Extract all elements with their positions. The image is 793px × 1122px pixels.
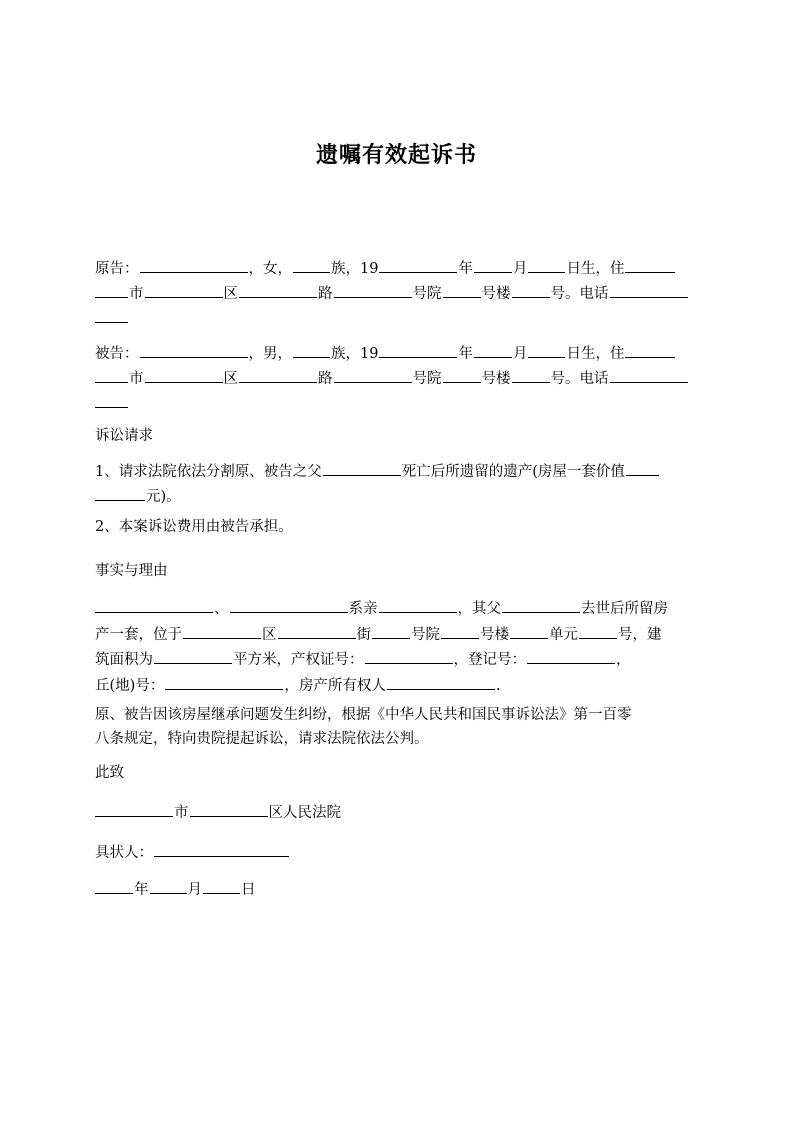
blank-field: [512, 366, 550, 383]
blank-field: [626, 459, 659, 476]
plaintiff-info: [95, 256, 715, 331]
text-segment: 号。电话: [550, 371, 609, 387]
blank-field: [95, 281, 128, 298]
blank-field: [95, 391, 128, 408]
text-segment: 号楼: [481, 371, 511, 387]
blank-field: [527, 647, 615, 664]
blank-field: [474, 341, 512, 358]
court-line: [95, 800, 715, 825]
text-segment: 日: [241, 882, 256, 898]
blank-field: [323, 459, 401, 476]
signer-line: [95, 840, 715, 865]
text-segment: ，登记号：: [453, 652, 526, 668]
text-segment: 号院: [411, 626, 440, 643]
text-segment: 单元: [549, 626, 578, 643]
text-segment: 号院: [412, 286, 442, 302]
claims-heading: 诉讼请求: [95, 428, 153, 444]
text-segment: 、: [214, 601, 229, 617]
text-segment: 丘(地)号：: [95, 677, 165, 694]
text-segment: 路: [318, 371, 333, 387]
blank-field: [379, 256, 457, 273]
text-segment: 市: [174, 805, 189, 821]
blank-field: [145, 366, 223, 383]
date-line: [95, 877, 715, 902]
text-segment: ，其父: [457, 601, 501, 617]
text-segment: 死亡后所遗留的遗产(房屋一套价值: [401, 464, 625, 480]
text-segment: 路: [318, 286, 333, 302]
blank-field: [154, 840, 289, 857]
text-segment: 号。电话: [550, 286, 609, 302]
blank-field: [95, 800, 173, 817]
text-segment: 具状人：: [95, 845, 153, 861]
blank-field: [610, 281, 688, 298]
blank-field: [379, 341, 457, 358]
reason-paragraph: [95, 703, 715, 751]
text-segment: 月: [512, 261, 528, 277]
text-segment: 系亲: [348, 601, 378, 617]
blank-field: [95, 596, 213, 613]
blank-field: [443, 366, 481, 383]
blank-field: [203, 877, 240, 894]
text-segment: 区: [223, 371, 238, 387]
text-segment: 日生，住: [566, 346, 625, 362]
blank-field: [239, 281, 317, 298]
blank-field: [239, 366, 317, 383]
blank-field: [278, 622, 356, 639]
blank-field: [387, 673, 495, 690]
blank-field: [165, 673, 283, 690]
text-segment: 街: [356, 626, 371, 643]
text-segment: 原、被告因该房屋继承问题发生纠纷，根据《中华人民共和国民事诉讼法》第一百零: [95, 707, 632, 723]
text-segment: 市: [129, 286, 144, 302]
text-segment: 元)。: [146, 489, 181, 505]
defendant-info: [95, 341, 715, 416]
text-segment: 族，19: [331, 346, 379, 362]
text-segment: 去世后所留房: [581, 601, 668, 617]
text-segment: 区: [223, 286, 238, 302]
facts-paragraph: [95, 596, 715, 698]
blank-field: [510, 622, 548, 639]
blank-field: [293, 341, 330, 358]
blank-field: [230, 596, 348, 613]
text-segment: ，: [616, 652, 631, 668]
text-segment: ，男，: [248, 346, 292, 362]
text-segment: 年: [458, 261, 473, 277]
text-segment: 月: [512, 346, 528, 362]
blank-field: [625, 341, 675, 358]
text-segment: 区: [262, 626, 277, 643]
blank-field: [334, 366, 412, 383]
blank-field: [293, 256, 330, 273]
text-segment: 日生，住: [566, 261, 625, 277]
text-segment: 号院: [412, 371, 442, 387]
closing: 此致: [95, 765, 124, 781]
text-segment: 筑面积为: [95, 652, 153, 668]
claim-2: 2、本案诉讼费用由被告承担。: [95, 519, 293, 535]
blank-field: [334, 281, 412, 298]
text-segment: 八条规定，特向贵院提起诉讼，请求法院依法公判。: [95, 731, 429, 747]
text-segment: 月: [187, 882, 202, 898]
blank-field: [95, 306, 128, 323]
blank-field: [95, 484, 145, 501]
blank-field: [190, 800, 268, 817]
blank-field: [441, 622, 479, 639]
blank-field: [528, 256, 565, 273]
text-segment: 原告：: [95, 261, 139, 277]
text-segment: 市: [129, 371, 144, 387]
blank-field: [95, 366, 128, 383]
text-segment: 号楼: [481, 286, 511, 302]
text-segment: ，女，: [248, 261, 292, 277]
blank-field: [140, 341, 248, 358]
blank-field: [379, 596, 457, 613]
blank-field: [512, 281, 550, 298]
text-segment: 号，建: [618, 626, 662, 643]
blank-field: [154, 647, 232, 664]
blank-field: [183, 622, 261, 639]
text-segment: ，房产所有权人: [284, 677, 386, 694]
blank-field: [443, 281, 481, 298]
text-segment: 区人民法院: [268, 805, 341, 821]
text-segment: 年: [134, 882, 149, 898]
text-segment: 1、请求法院依法分割原、被告之父: [95, 464, 322, 480]
text-segment: 年: [458, 346, 473, 362]
blank-field: [528, 341, 565, 358]
text-segment: 平方米，产权证号：: [233, 652, 364, 668]
document-title: 遗嘱有效起诉书: [315, 142, 477, 168]
blank-field: [150, 877, 187, 894]
blank-field: [625, 256, 675, 273]
blank-field: [95, 877, 133, 894]
text-segment: 号楼: [480, 626, 509, 643]
text-segment: .: [495, 677, 501, 694]
text-segment: 族，19: [331, 261, 379, 277]
text-segment: 产一套，位于: [95, 626, 182, 643]
blank-field: [610, 366, 688, 383]
blank-field: [365, 647, 453, 664]
facts-heading: 事实与理由: [95, 563, 168, 579]
claim-1: [95, 459, 715, 509]
blank-field: [474, 256, 512, 273]
blank-field: [145, 281, 223, 298]
text-segment: 被告：: [95, 346, 139, 362]
blank-field: [372, 622, 410, 639]
blank-field: [140, 256, 248, 273]
blank-field: [502, 596, 580, 613]
blank-field: [579, 622, 617, 639]
